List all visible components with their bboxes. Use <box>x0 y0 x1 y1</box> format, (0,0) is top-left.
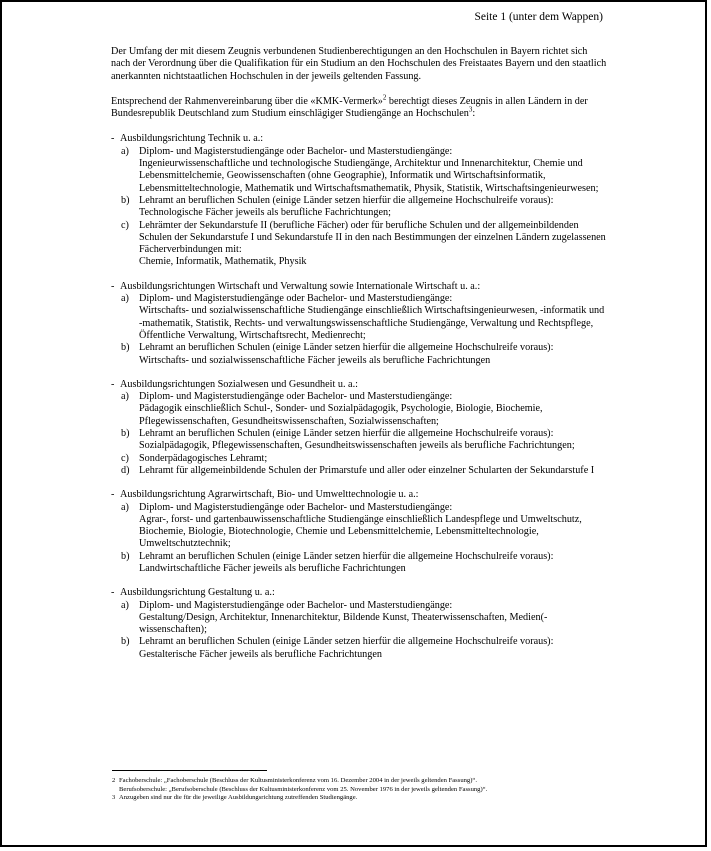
list-item-text: Diplom- und Magisterstudiengänge oder Bachelor- und Masterstudiengänge: Gestaltung/Design, Architektur, Innenarchitektur, Bildende Kunst, Theaterwissenschaften, Medien(-wissenschaften); <box>139 599 548 636</box>
list-item-label: c) <box>121 452 129 464</box>
intro-paragraph-2-rest: berechtigt dieses Zeugnis in allen Ländern in der Bundesrepublik Deutschland zum Studium einschlägiger Studiengänge an Hochschulen <box>111 95 588 120</box>
page-header: Seite 1 (unter dem Wappen) <box>474 11 603 23</box>
intro-paragraph-1: Der Umfang der mit diesem Zeugnis verbundenen Studienberechtigungen an den Hochschulen in Bayern richtet sich nach der Verordnung über die Qualifikation für ein Studium an den Hochschulen des Freistaates Bayern und den staatlich anerkannten nichtstaatlichen Hochschulen in der jeweils geltenden Fassung. <box>111 46 607 82</box>
footnote-ref-2: 2 <box>382 93 387 102</box>
section-title <box>111 133 608 145</box>
footnote-2-text: Fachoberschule: „Fachoberschule (Beschluss der Kultusministerkonferenz vom 16. Dezember 2004 in der jeweils geltenden Fassung)“. <box>119 777 477 784</box>
footnote-3 <box>112 794 612 803</box>
list-item-text: Lehramt an beruflichen Schulen (einige Länder setzen hierfür die allgemeine Hochschulreife voraus): Technologische Fächer jeweils als berufliche Fachrichtungen; <box>139 194 554 219</box>
section-title-text: Ausbildungsrichtungen Wirtschaft und Verwaltung sowie Internationale Wirtschaft u. a.: <box>120 280 481 292</box>
list-item <box>111 146 608 195</box>
section-title-text: Ausbildungsrichtung Agrarwirtschaft, Bio- und Umwelttechnologie u. a.: <box>120 489 419 501</box>
footnote-rule <box>112 770 267 771</box>
section-title-text: Ausbildungsrichtung Technik u. a.: <box>120 133 264 145</box>
section-title-text: Ausbildungsrichtung Gestaltung u. a.: <box>120 587 275 599</box>
list-item <box>111 342 608 367</box>
list-item-label: d) <box>121 464 130 476</box>
list-item-text: Lehrämter der Sekundarstufe II (berufliche Fächer) oder für berufliche Schulen und der allgemeinbildenden Schulen der Sekundarstufe I und Sekundarstufe II in den nach Bestimmungen der einzelnen Ländern zugelassenen Fächerverbindungen mit: Chemie, Informatik, Mathematik, Physik <box>139 219 606 268</box>
list-item <box>111 551 608 576</box>
list-item-label: a) <box>121 145 129 157</box>
section-title <box>111 281 608 293</box>
list-dash: - <box>111 587 115 599</box>
list-item <box>111 465 608 477</box>
section <box>111 379 608 477</box>
footnote-2-continuation: Berufsoberschule: „Berufsoberschule (Beschluss der Kultusministerkonferenz vom 25. November 1976 in der jeweils geltenden Fassung)“. <box>119 785 488 793</box>
section-title-text: Ausbildungsrichtungen Sozialwesen und Gesundheit u. a.: <box>120 378 358 390</box>
footnote-3-number: 3 <box>112 794 116 802</box>
section-title <box>111 379 608 391</box>
list-item-text: Lehramt für allgemeinbildende Schulen der Primarstufe und aller oder einzelner Schularten der Sekundarstufe I <box>139 464 595 476</box>
intro-paragraph-2-end: : <box>472 108 476 120</box>
list-item-text: Lehramt an beruflichen Schulen (einige Länder setzen hierfür die allgemeine Hochschulreife voraus): Sozialpädagogik, Pflegewissenschaften, Gesundheitswissenschaften jeweils als berufliche Fachrichtungen; <box>139 428 575 452</box>
sections-list <box>111 133 608 661</box>
list-item-label: c) <box>121 219 129 231</box>
list-item <box>111 293 608 342</box>
list-item <box>111 195 608 220</box>
document-body <box>111 46 608 673</box>
section <box>111 133 608 268</box>
list-dash: - <box>111 378 115 390</box>
intro-paragraph-2 <box>111 93 608 121</box>
list-item-text: Diplom- und Magisterstudiengänge oder Bachelor- und Masterstudiengänge: Wirtschafts- und sozialwissenschaftliche Studiengänge einschließlich Wirtschaftsingenieurwesen, -informatik und -mathematik, Statistik, Rechts- und verwaltungswissenschaftliche Studiengänge, Verwaltung und Rechtspflege, Öffentliche Verwaltung, Wirtschaftsrecht, Medienrecht; <box>139 293 605 341</box>
list-item-text: Lehramt an beruflichen Schulen (einige Länder setzen hierfür die allgemeine Hochschulreife voraus): Gestalterische Fächer jeweils als berufliche Fachrichtungen <box>139 636 554 660</box>
list-item-label: a) <box>121 501 129 513</box>
intro-paragraph-2-text: Entsprechend der Rahmenvereinbarung über die «KMK-Vermerk» <box>111 95 383 107</box>
footnote-2-number: 2 <box>112 777 116 784</box>
section <box>111 281 608 367</box>
list-item <box>111 502 608 551</box>
list-item-label: b) <box>121 342 130 354</box>
list-item-label: b) <box>121 550 130 562</box>
list-item <box>111 428 608 453</box>
list-item <box>111 391 608 428</box>
list-dash: - <box>111 489 115 501</box>
footnote-2 <box>112 777 612 786</box>
section <box>111 587 608 661</box>
list-dash: - <box>111 280 115 292</box>
list-item-text: Lehramt an beruflichen Schulen (einige Länder setzen hierfür die allgemeine Hochschulreife voraus): Wirtschafts- und sozialwissenschaftliche Fächer jeweils als berufliche Fachrichtungen <box>139 342 554 366</box>
list-item-text: Sonderpädagogisches Lehramt; <box>139 452 268 464</box>
list-item-label: a) <box>121 391 129 403</box>
section-title <box>111 489 608 501</box>
footnote-3-text: Anzugeben sind nur die für die jeweilige Ausbildungsrichtung zutreffenden Studiengänge. <box>119 794 358 802</box>
list-item-text: Diplom- und Magisterstudiengänge oder Bachelor- und Masterstudiengänge: Agrar-, forst- und gartenbauwissenschaftliche Studiengänge einschließlich Landespflege und Umweltschutz, Biochemie, Biologie, Biotechnologie, Chemie und Lebensmittelchemie, Lebensmitteltechnologie, Umweltschutztechnik; <box>139 501 582 550</box>
footnotes <box>112 770 612 803</box>
list-dash: - <box>111 133 115 145</box>
list-item-label: b) <box>121 428 130 440</box>
list-item-label: b) <box>121 194 130 206</box>
list-item-label: b) <box>121 636 130 648</box>
list-item-text: Lehramt an beruflichen Schulen (einige Länder setzen hierfür die allgemeine Hochschulreife voraus): Landwirtschaftliche Fächer jeweils als berufliche Fachrichtungen <box>139 550 554 574</box>
list-item <box>111 220 608 269</box>
list-item <box>111 453 608 465</box>
list-item <box>111 636 608 661</box>
list-item-text: Diplom- und Magisterstudiengänge oder Bachelor- und Masterstudiengänge: Pädagogik einschließlich Schul-, Sonder- und Sozialpädagogik, Psychologie, Biologie, Biochemie, Pflegewissenschaften, Gesundheitswissenschaften, Sozialwissenschaften; <box>139 391 543 427</box>
list-item-label: a) <box>121 599 129 611</box>
section-title <box>111 587 608 599</box>
list-item-text: Diplom- und Magisterstudiengänge oder Bachelor- und Masterstudiengänge: Ingenieurwissenschaftliche und technologische Studiengänge, Architektur und Innenarchitektur, Chemie und Lebensmittelchemie, Geowissenschaften (ohne Geographie), Informatik und Wirtschaftsinformatik, Lebensmitteltechnologie, Mathematik und Wirtschaftsmathematik, Physik, Statistik, Wirtschaftsingenieurwesen; <box>139 145 599 194</box>
section <box>111 489 608 575</box>
list-item <box>111 600 608 637</box>
footnote-ref-3: 3 <box>468 105 473 114</box>
list-item-label: a) <box>121 293 129 305</box>
